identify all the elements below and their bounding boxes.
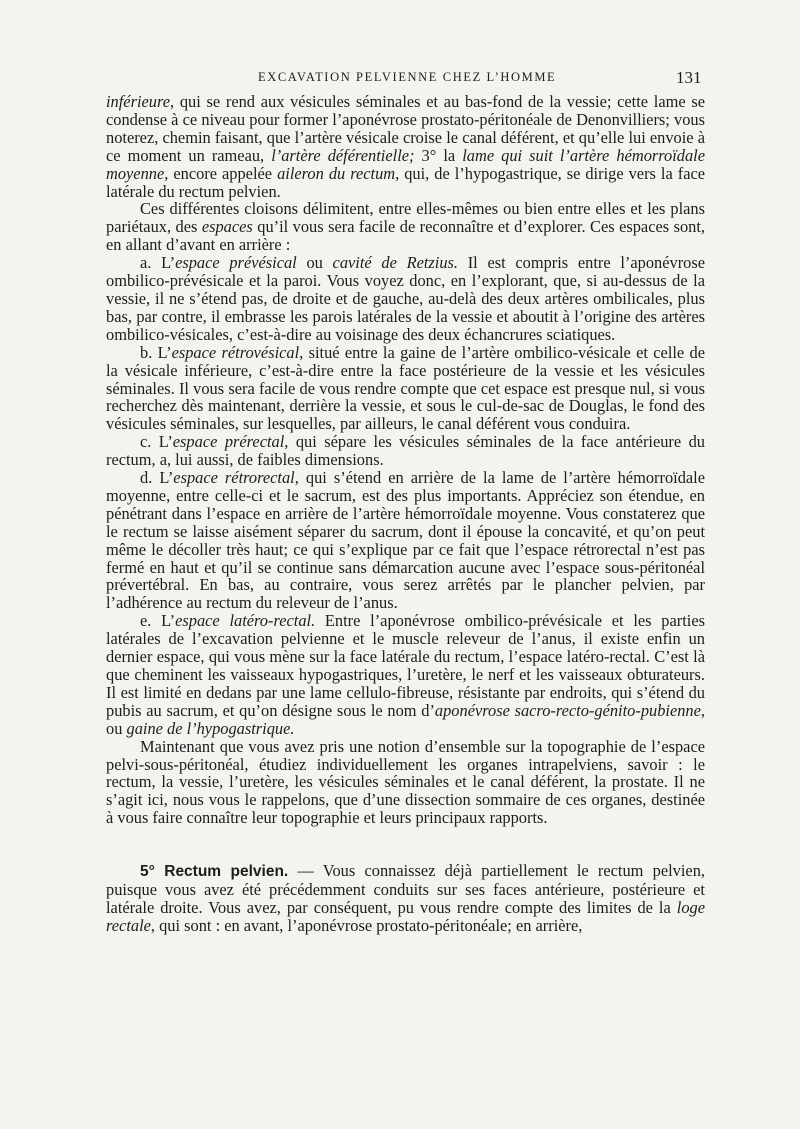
text-run: ou	[296, 253, 333, 273]
body-text	[106, 93, 705, 935]
paragraph	[106, 612, 705, 737]
italic-run: lame qui suit l’artère hémorroïdale moyenne	[106, 145, 706, 183]
italic-run: espaces	[201, 217, 253, 237]
italic-run: espace rétrovésical	[171, 342, 300, 362]
paragraph	[106, 254, 705, 344]
paragraph	[106, 93, 705, 200]
text-run: Maintenant que vous avez pris une notion d’ensemble sur la topographie de l’espace pelvi-sous-péritonéal, étudiez individuellement les organes intrapelviens, savoir : le rectum, la vessie, l’uretère, les vésicules séminales et le canal déférent, la prostate. Il ne s’agit ici, nous vous le rappelons, que d’une dissection sommaire de ces organes, destinée à vous faire connaître leur topographie et leurs principaux rapports.	[106, 736, 705, 828]
section-paragraph	[106, 862, 705, 935]
paragraph	[106, 433, 705, 469]
paragraph	[106, 469, 705, 612]
text-run: e. L’	[140, 611, 176, 631]
text-run: c. L’	[140, 432, 173, 452]
text-run: — Vous connaissez déjà partiellement le rectum pelvien, puisque vous avez été précédemment conduits sur ses faces antérieure, postérieure et latérale droite. Vous avez, par conséquent, pu vous rendre compte des limites de la	[106, 861, 705, 917]
text-run: , qui, de l’hypogastrique, se dirige vers la face latérale du rectum pelvien.	[106, 163, 706, 201]
text-run: b. L’	[140, 342, 172, 362]
text-run: Entre l’aponévrose ombilico-prévésicale et les parties latérales de l’excavation pelvienne et le muscle releveur de l’anus, il existe enfin un dernier espace, qui vous mène sur la face latérale du rectum, l’espace latéro-rectal. C’est là que cheminent les vaisseaux hypogastriques, l’uretère, le nerf et les vaisseaux obturateurs. Il est limité en dedans par une lame cellulo-fibreuse, résistante par endroits, qui s’étend du pubis au sacrum, et qu’on désigne sous le nom d’	[106, 611, 705, 720]
section-title: 5° Rectum pelvien.	[140, 863, 289, 881]
italic-run: espace latéro-rectal.	[175, 611, 316, 631]
paragraph	[106, 738, 705, 828]
text-run: Ces différentes cloisons délimitent, entre elles-mêmes ou bien entre elles et les plans pariétaux, des	[106, 199, 705, 237]
italic-run: espace prévésical	[175, 253, 297, 273]
italic-run: loge rectale	[106, 897, 705, 935]
text-run: qu’il vous sera facile de reconnaître et d’explorer. Ces espaces sont, en allant d’avant en arrière :	[106, 217, 705, 255]
italic-run: cavité de Retzius.	[332, 253, 459, 273]
text-run: d. L’	[140, 468, 174, 488]
paragraph	[106, 200, 705, 254]
paragraph	[106, 344, 705, 434]
text-run: , qui s’étend en arrière de la lame de l’artère hémorroïdale moyenne, entre celle-ci et le sacrum, est des plus importants. Appréciez son étendue, en pénétrant dans l’espace en arrière de l’artère hémorroïdale moyenne. Vous constaterez que le rectum se laisse aisément séparer du sacrum, dont il épouse la concavité, et qu’on peut même le décoller très haut; ce qui s’explique par ce fait que l’espace rétrorectal n’est pas fermé en haut et qu’il se continue sans démarcation aucune avec l’espace sous-péritonéal prévertébral. En bas, au contraire, vous serez arrêtés par le plancher pelvien, par l’adhérence au rectum du releveur de l’anus.	[106, 468, 705, 613]
running-head	[0, 70, 800, 90]
text-run: , situé entre la gaine de l’artère ombilico-vésicale et celle de la vésicale inférieure, c’est-à-dire entre la face postérieure de la vessie et les vésicules séminales. Il vous sera facile de vous rendre compte que cet espace est presque nul, si vous recherchez dès maintenant, derrière la vessie, et sous le cul-de-sac de Douglas, le fond des vésicules séminales, sur lesquelles, par ailleurs, le canal déférent vous conduira.	[106, 342, 705, 434]
text-run: , qui se rend aux vésicules séminales et au bas-fond de la vessie; cette lame se condense à ce niveau pour former l’aponévrose prostato-péritonéale de Denonvilliers; vous noterez, chemin faisant, que l’artère vésicale croise le canal déférent, et qu’elle lui envoie à ce moment un rameau,	[106, 92, 705, 165]
italic-run: inférieure	[106, 92, 171, 111]
text-run: , qui sépare les vésicules séminales de la face antérieure du rectum, a, lui aussi, de faibles dimensions.	[106, 432, 705, 470]
italic-run: gaine de l’hypogastrique.	[126, 718, 295, 738]
page-number: 131	[676, 68, 702, 87]
italic-run: l’artère déférentielle;	[271, 145, 415, 165]
text-run: , encore appelée	[164, 163, 278, 183]
italic-run: aileron du rectum	[277, 163, 396, 183]
text-run: , qui sont : en avant, l’aponévrose prostato-péritonéale; en arrière,	[150, 915, 583, 935]
italic-run: espace rétrorectal	[173, 468, 295, 488]
text-run: , ou	[106, 700, 706, 738]
text-run: Il est compris entre l’aponévrose ombilico-prévésicale et la paroi. Vous voyez donc, en l’explorant, que, si au-dessus de la vessie, il ne s’étend pas, de droite et de gauche, au-delà des deux artères ombilicales, plus bas, par contre, il embrasse les parois latérales de la vessie et aboutit à l’origine des artères ombilico-vésicales, c’est-à-dire au voisinage des deux échancrures sciatiques.	[106, 253, 705, 344]
text-run: a. L’	[140, 253, 176, 273]
running-title: EXCAVATION PELVIENNE CHEZ L’HOMME	[258, 70, 557, 84]
text-run: 3° la	[414, 145, 463, 165]
italic-run: espace prérectal	[172, 432, 285, 452]
italic-run: aponévrose sacro-recto-génito-pubienne	[434, 700, 701, 720]
